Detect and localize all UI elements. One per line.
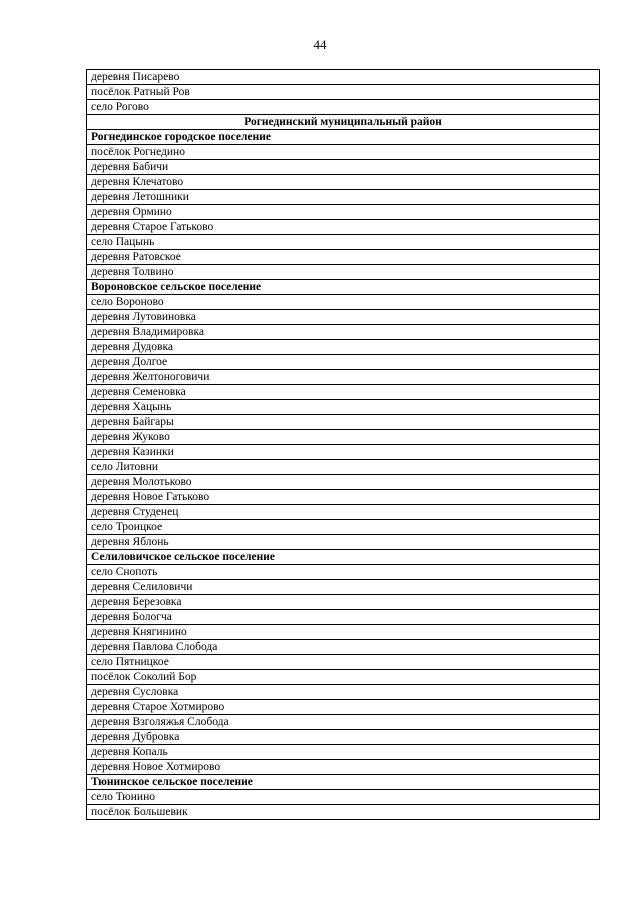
section-title: Селиловичское сельское поселение [87, 550, 600, 565]
locality-name: деревня Сусловка [87, 685, 600, 700]
table-row [87, 715, 600, 730]
table-row [87, 760, 600, 775]
locality-name: село Пятницкое [87, 655, 600, 670]
table-row [87, 160, 600, 175]
locality-name: посёлок Ратный Ров [87, 85, 600, 100]
locality-name: деревня Бабичи [87, 160, 600, 175]
table-row [87, 475, 600, 490]
section-title: Тюнинское сельское поселение [87, 775, 600, 790]
table-row [87, 70, 600, 85]
locality-name: деревня Княгинино [87, 625, 600, 640]
settlement-header-row [87, 775, 600, 790]
table-row [87, 325, 600, 340]
table-row [87, 805, 600, 820]
table-row [87, 505, 600, 520]
locality-name: деревня Летошники [87, 190, 600, 205]
table-row [87, 580, 600, 595]
table-row [87, 265, 600, 280]
locality-name: деревня Долгое [87, 355, 600, 370]
table-row [87, 100, 600, 115]
table-row [87, 295, 600, 310]
locality-name: деревня Молотьково [87, 475, 600, 490]
settlement-header-row [87, 130, 600, 145]
locality-name: посёлок Соколий Бор [87, 670, 600, 685]
locality-name: деревня Дудовка [87, 340, 600, 355]
locality-name: село Пацынь [87, 235, 600, 250]
table-row [87, 430, 600, 445]
settlement-header-row [87, 280, 600, 295]
table-row [87, 460, 600, 475]
table-row [87, 595, 600, 610]
locality-name: деревня Березовка [87, 595, 600, 610]
table-row [87, 790, 600, 805]
locality-name: деревня Ратовское [87, 250, 600, 265]
locality-name: село Снопоть [87, 565, 600, 580]
locality-name: село Вороново [87, 295, 600, 310]
locality-name: село Троицкое [87, 520, 600, 535]
table-row [87, 235, 600, 250]
locality-name: деревня Ормино [87, 205, 600, 220]
locality-name: деревня Клечатово [87, 175, 600, 190]
table-row [87, 565, 600, 580]
table-row [87, 490, 600, 505]
settlement-header-row [87, 550, 600, 565]
table-row [87, 145, 600, 160]
locality-name: деревня Новое Гатьково [87, 490, 600, 505]
locality-name: село Тюнино [87, 790, 600, 805]
locality-name: деревня Павлова Слобода [87, 640, 600, 655]
locality-name: деревня Яблонь [87, 535, 600, 550]
table-row [87, 340, 600, 355]
table-row [87, 700, 600, 715]
locality-name: деревня Казинки [87, 445, 600, 460]
table-row [87, 175, 600, 190]
page-number: 44 [313, 37, 327, 52]
locality-name: деревня Селиловичи [87, 580, 600, 595]
locality-name: посёлок Рогнедино [87, 145, 600, 160]
table-row [87, 520, 600, 535]
table-row [87, 535, 600, 550]
table-row [87, 220, 600, 235]
settlements-table-body [87, 70, 600, 820]
settlements-table [86, 69, 600, 820]
table-row [87, 385, 600, 400]
table-row [87, 610, 600, 625]
locality-name: деревня Хацынь [87, 400, 600, 415]
locality-name: деревня Копаль [87, 745, 600, 760]
table-row [87, 730, 600, 745]
locality-name: деревня Владимировка [87, 325, 600, 340]
locality-name: деревня Байгары [87, 415, 600, 430]
locality-name: село Литовни [87, 460, 600, 475]
locality-name: деревня Новое Хотмирово [87, 760, 600, 775]
table-row [87, 190, 600, 205]
locality-name: деревня Дубровка [87, 730, 600, 745]
table-row [87, 655, 600, 670]
locality-name: деревня Писарево [87, 70, 600, 85]
table-row [87, 355, 600, 370]
locality-name: посёлок Большевик [87, 805, 600, 820]
table-row [87, 685, 600, 700]
section-title: Рогнединское городское поселение [87, 130, 600, 145]
table-row [87, 670, 600, 685]
locality-name: деревня Бологча [87, 610, 600, 625]
table-row [87, 310, 600, 325]
locality-name: деревня Старое Хотмирово [87, 700, 600, 715]
table-row [87, 745, 600, 760]
locality-name: деревня Старое Гатьково [87, 220, 600, 235]
section-title: Вороновское сельское поселение [87, 280, 600, 295]
locality-name: деревня Желтоноговичи [87, 370, 600, 385]
locality-name: деревня Взголяжья Слобода [87, 715, 600, 730]
section-title: Рогнединский муниципальный район [87, 115, 600, 130]
table-row [87, 85, 600, 100]
table-row [87, 640, 600, 655]
table-row [87, 250, 600, 265]
locality-name: деревня Толвино [87, 265, 600, 280]
table-row [87, 400, 600, 415]
table-row [87, 445, 600, 460]
locality-name: деревня Студенец [87, 505, 600, 520]
table-row [87, 205, 600, 220]
locality-name: деревня Жуково [87, 430, 600, 445]
table-row [87, 370, 600, 385]
locality-name: деревня Семеновка [87, 385, 600, 400]
locality-name: село Рогово [87, 100, 600, 115]
locality-name: деревня Лутовиновка [87, 310, 600, 325]
table-row [87, 625, 600, 640]
table-row [87, 415, 600, 430]
district-header-row [87, 115, 600, 130]
